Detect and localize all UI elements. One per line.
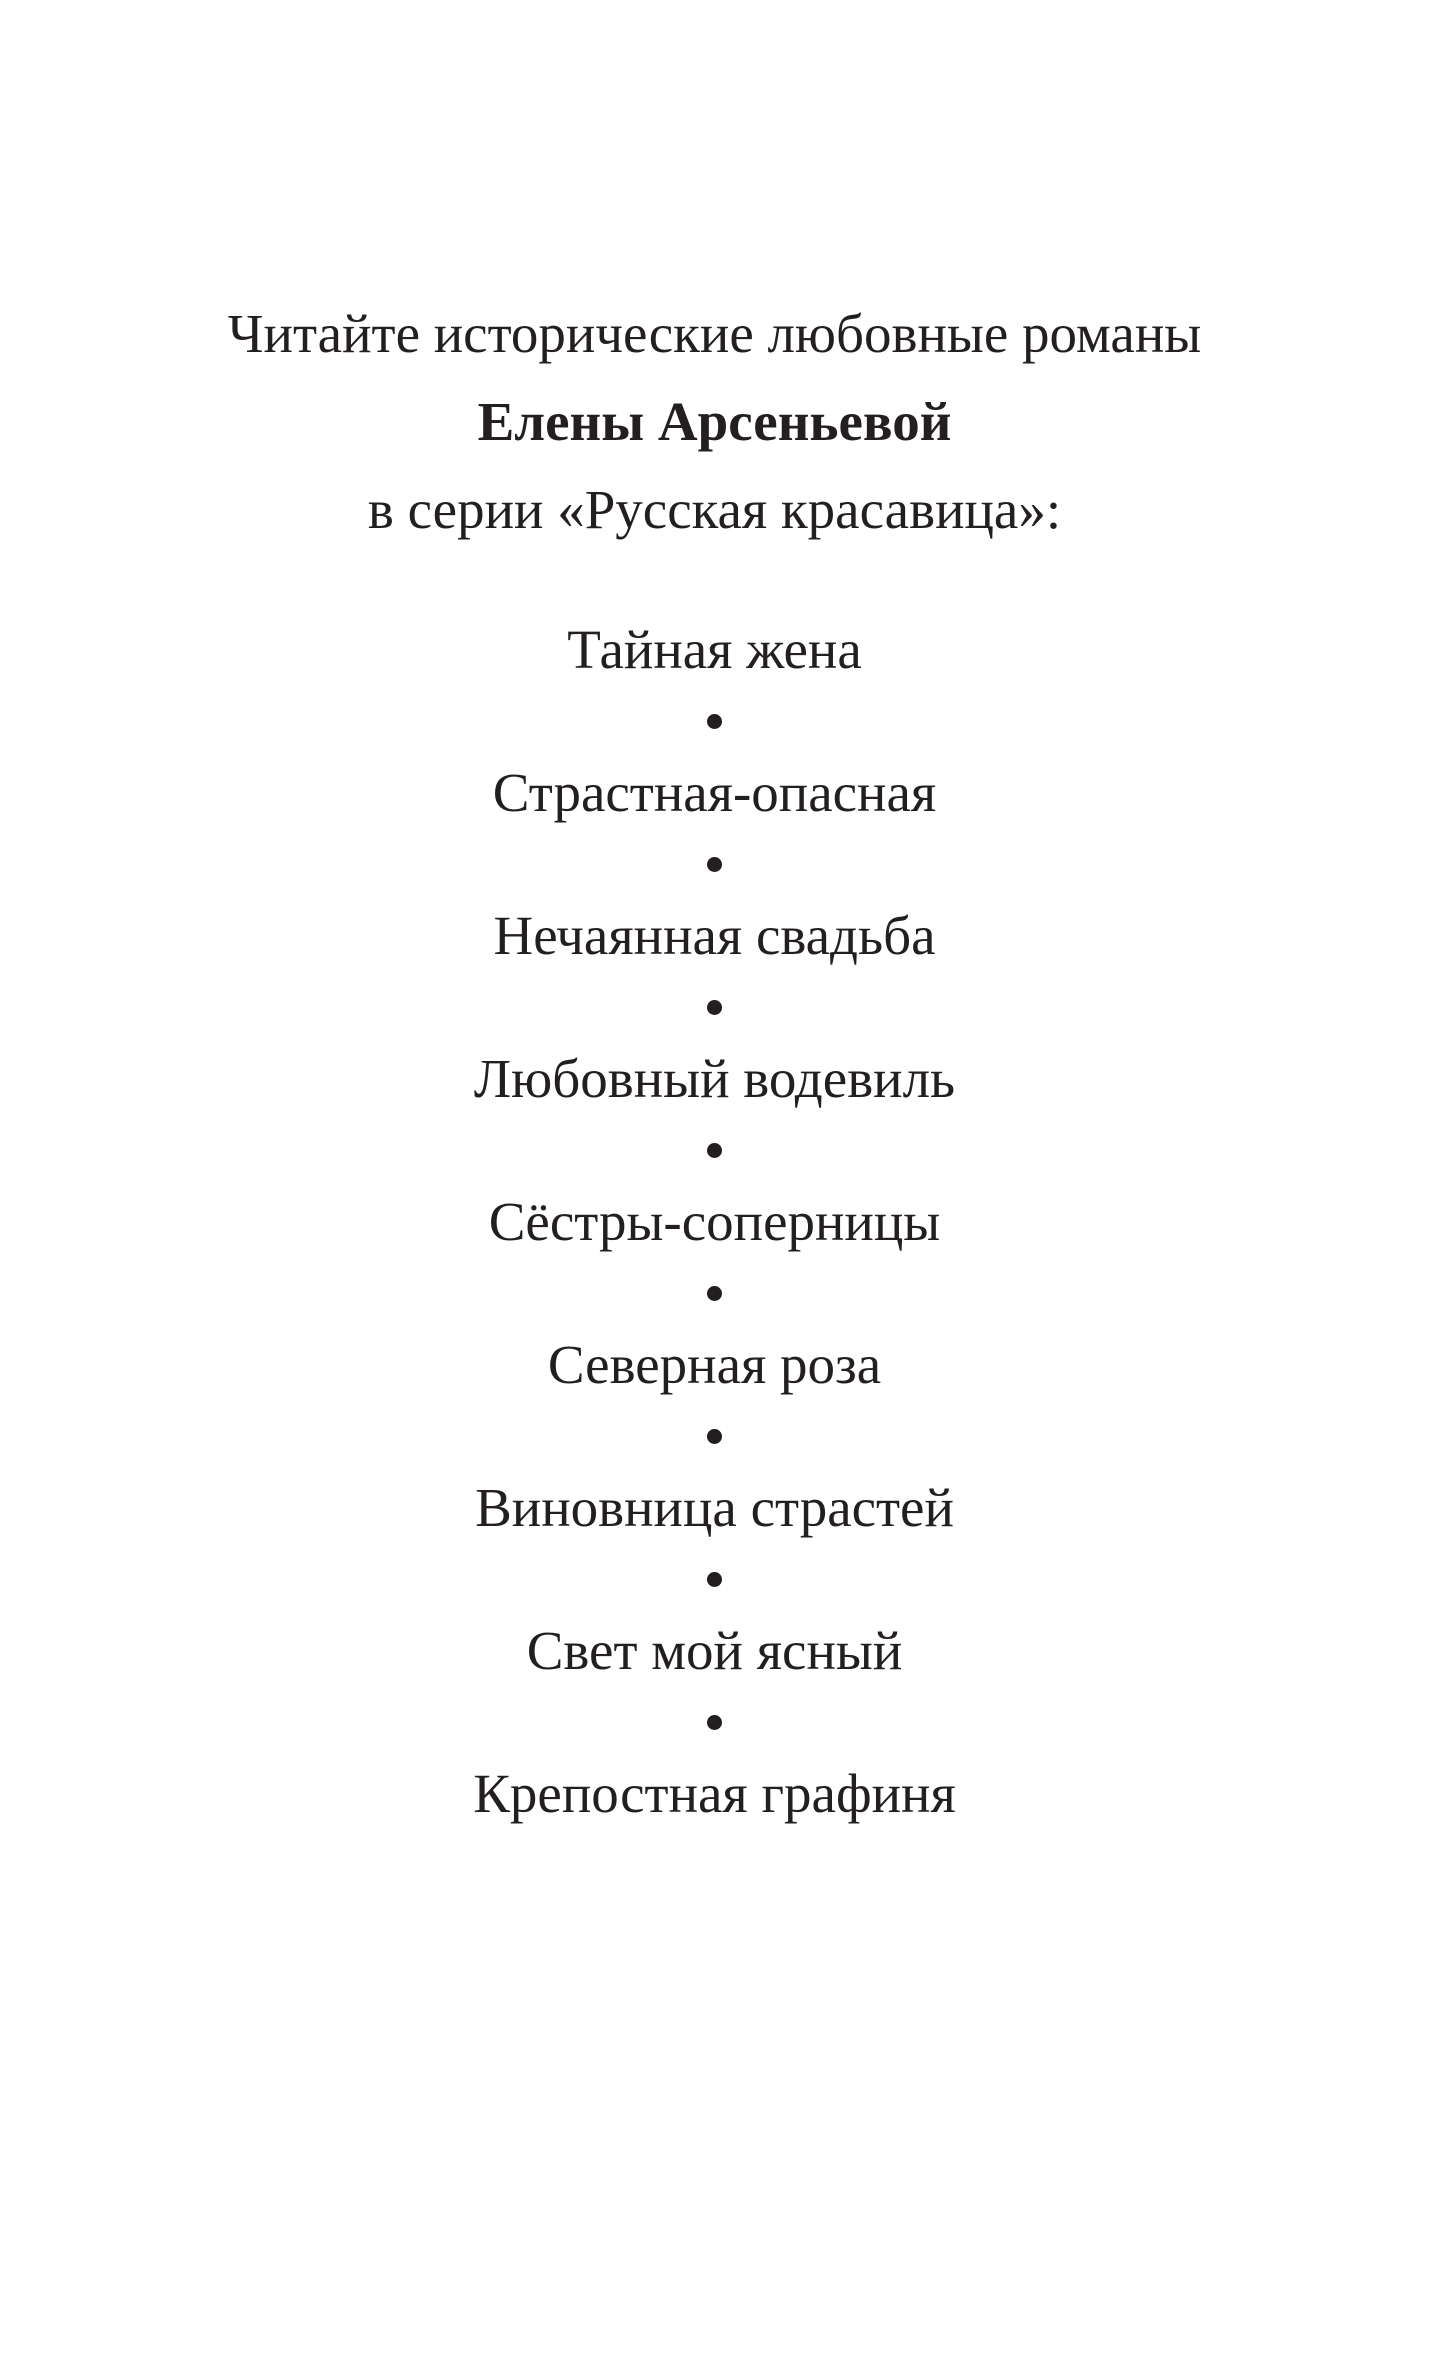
series-intro — [0, 290, 1429, 554]
book-title: Любовный водевиль — [473, 1048, 956, 1109]
book-title: Нечаянная свадьба — [493, 905, 936, 966]
bullet-separator — [0, 1265, 1429, 1322]
bullet-separator — [0, 1122, 1429, 1179]
bullet-separator — [0, 1694, 1429, 1751]
bullet-icon — [707, 857, 722, 872]
bullet-separator — [0, 979, 1429, 1036]
book-title-list — [0, 607, 1429, 1837]
bullet-icon — [707, 1715, 722, 1730]
bullet-icon — [707, 1286, 722, 1301]
intro-line: Читайте исторические любовные романы — [227, 303, 1202, 364]
bullet-icon — [707, 1143, 722, 1158]
series-name-line: в серии «Русская красавица»: — [367, 479, 1062, 540]
book-title: Страстная-опасная — [492, 762, 937, 823]
bullet-icon — [707, 1572, 722, 1587]
book-title: Свет мой ясный — [526, 1620, 903, 1681]
bullet-icon — [707, 714, 722, 729]
bullet-separator — [0, 836, 1429, 893]
book-title: Северная роза — [547, 1334, 882, 1395]
book-title: Крепостная графиня — [473, 1763, 956, 1824]
bullet-separator — [0, 1551, 1429, 1608]
book-title: Сёстры-соперницы — [488, 1191, 941, 1252]
bullet-icon — [707, 1000, 722, 1015]
book-title: Виновница страстей — [475, 1477, 954, 1538]
bullet-separator — [0, 693, 1429, 750]
bullet-icon — [707, 1429, 722, 1444]
book-title: Тайная жена — [567, 619, 862, 680]
author-name: Елены Арсеньевой — [477, 391, 952, 452]
bullet-separator — [0, 1408, 1429, 1465]
